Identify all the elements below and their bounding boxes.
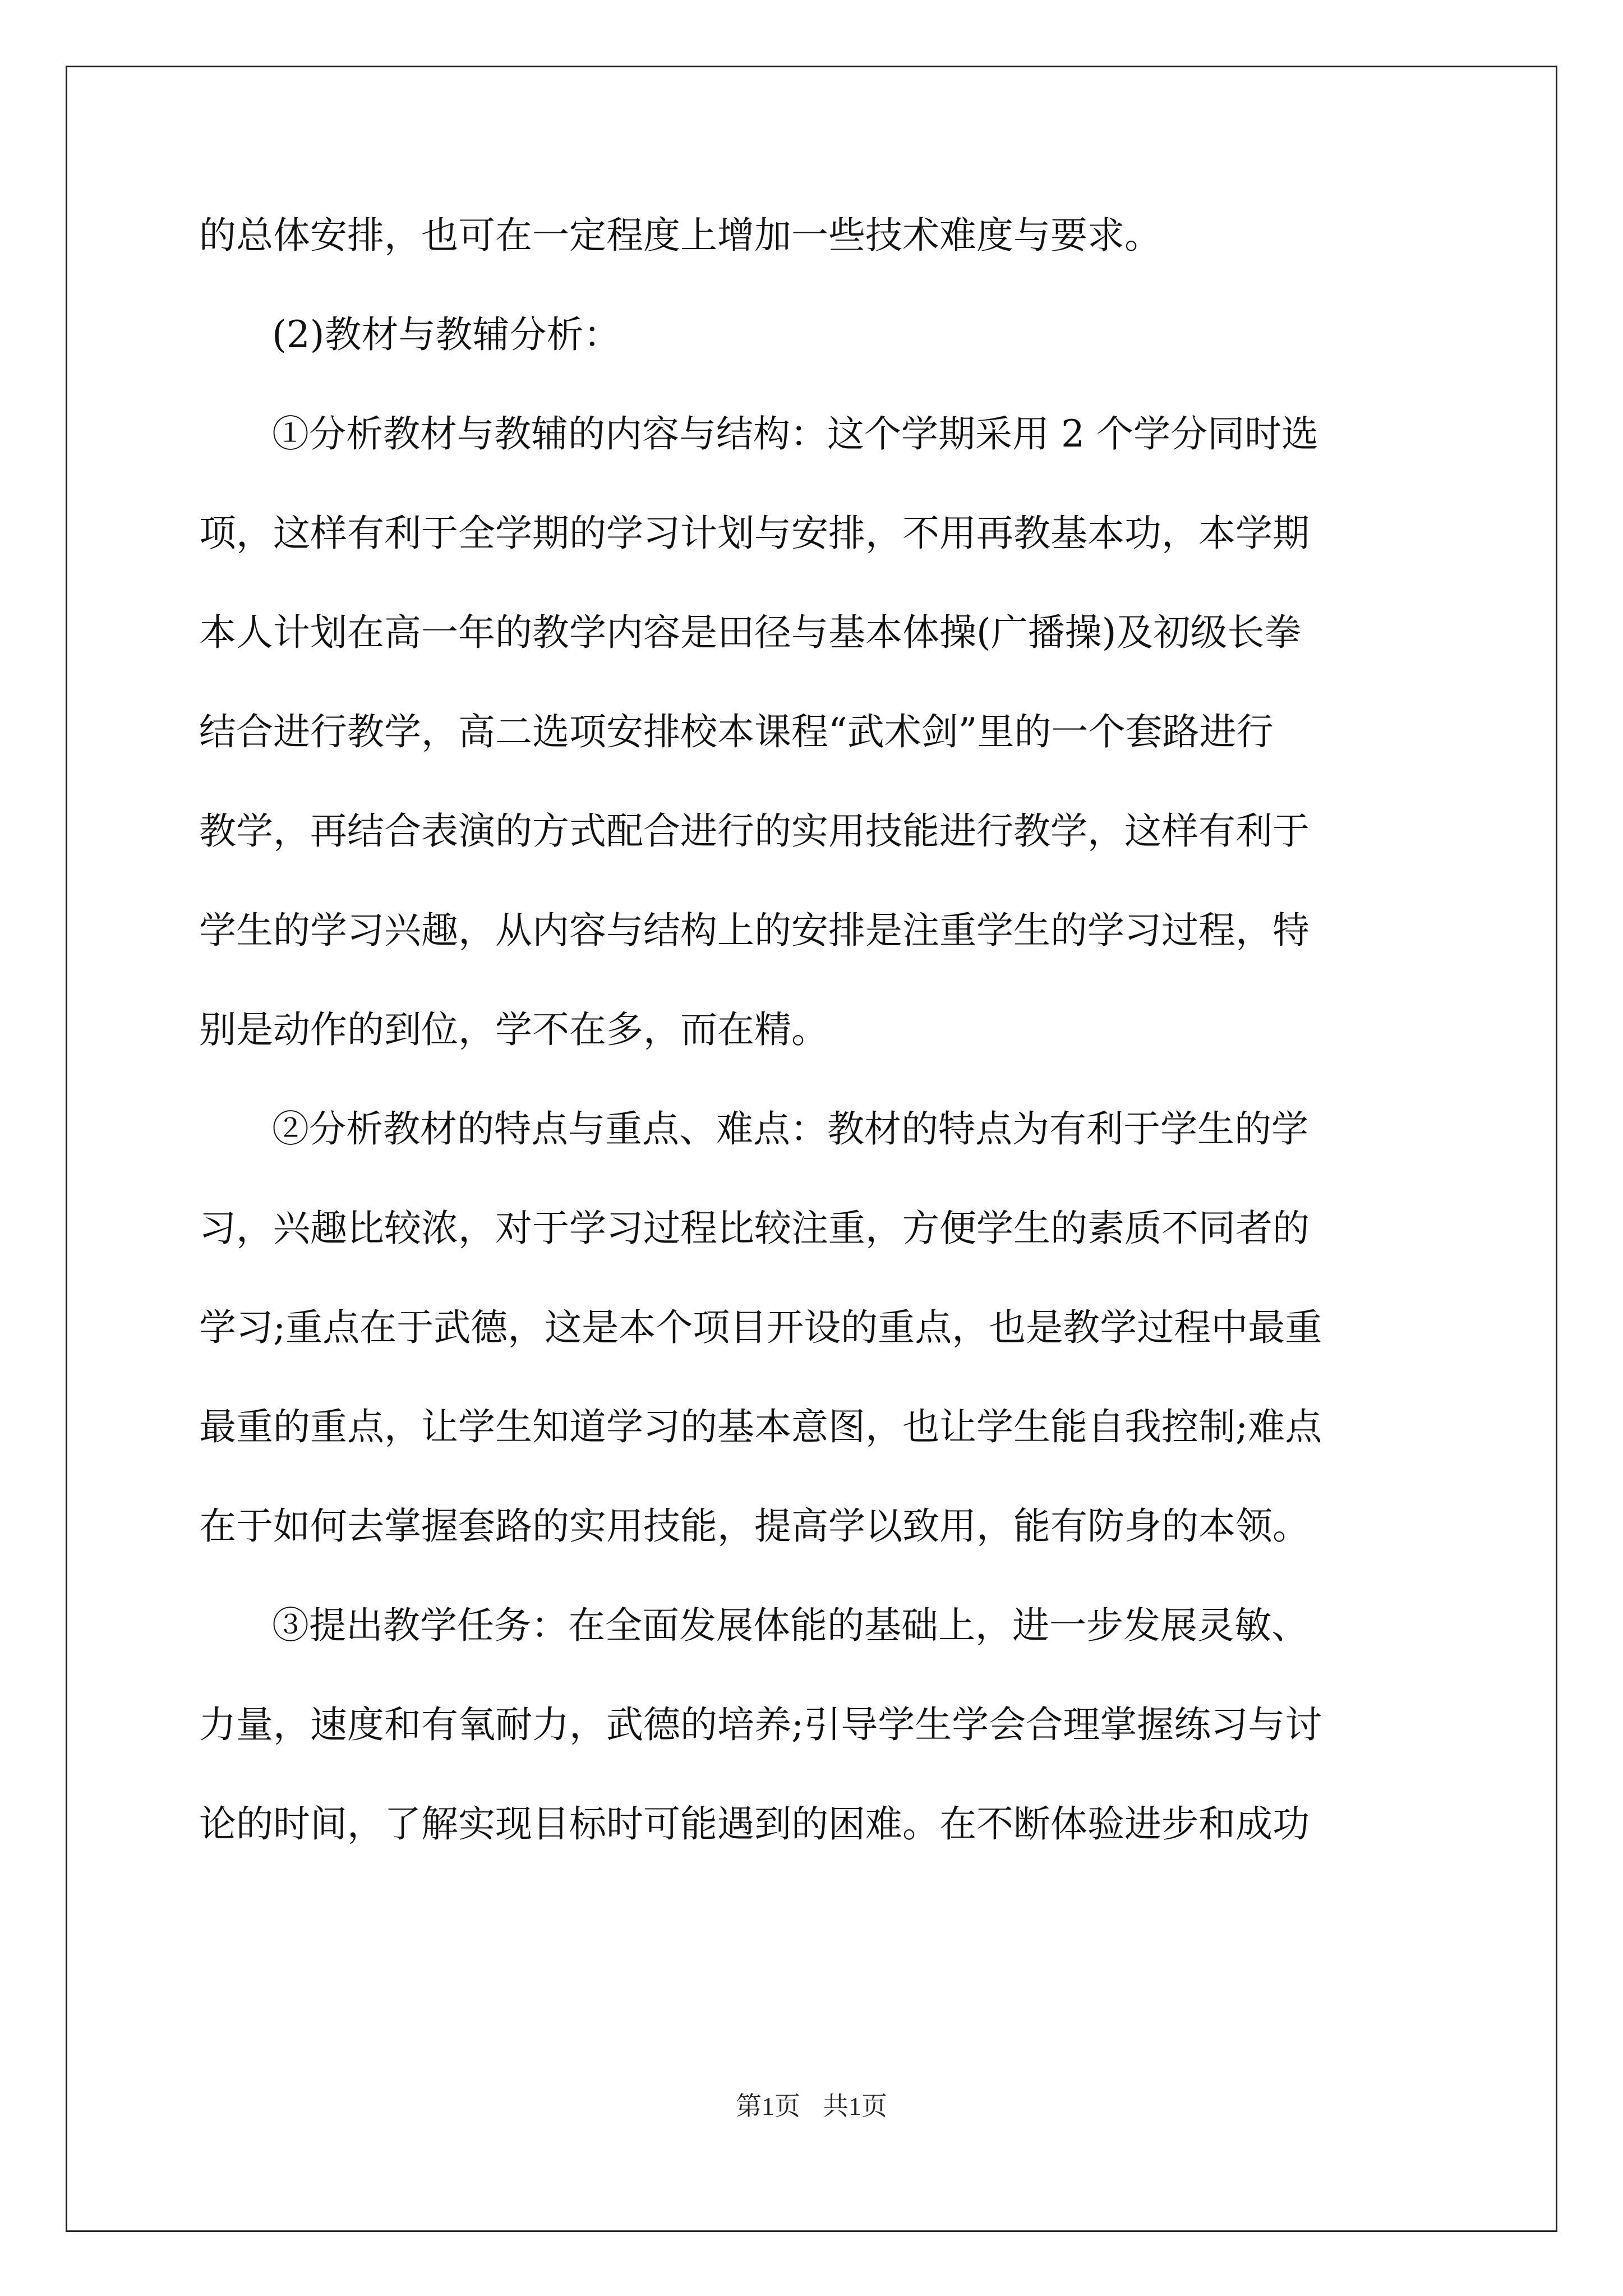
text-line: 学生的学习兴趣，从内容与结构上的安排是注重学生的学习过程，特	[199, 909, 1310, 952]
text-line: ①分析教材与教辅的内容与结构：这个学期采用 2 个学分同时选	[272, 412, 1318, 455]
text-line: ③提出教学任务：在全面发展体能的基础上，进一步发展灵敏、	[272, 1604, 1308, 1647]
text-line: 的总体安排，也可在一定程度上增加一些技术难度与要求。	[199, 214, 1161, 257]
page-footer	[0, 2086, 1623, 2123]
section-heading: (2)教材与教辅分析：	[272, 313, 621, 356]
text-line: 力量，速度和有氧耐力，武德的培养;引导学生学会合理掌握练习与讨	[199, 1703, 1322, 1746]
text-line: ②分析教材的特点与重点、难点：教材的特点为有利于学生的学	[272, 1107, 1308, 1151]
document-body	[199, 208, 1422, 1895]
text-line: 别是动作的到位，学不在多，而在精。	[199, 1008, 828, 1051]
text-line: 结合进行教学，高二选项安排校本课程“武术剑”里的一个套路进行	[199, 710, 1274, 753]
text-line: 本人计划在高一年的教学内容是田径与基本体操(广播操)及初级长拳	[199, 611, 1302, 654]
page-number: 第1页	[736, 2092, 800, 2120]
text-line: 项，这样有利于全学期的学习计划与安排，不用再教基本功，本学期	[199, 512, 1310, 555]
page-total: 共1页	[823, 2092, 887, 2120]
text-line: 学习;重点在于武德，这是本个项目开设的重点，也是教学过程中最重	[199, 1306, 1322, 1349]
text-line: 习，兴趣比较浓，对于学习过程比较注重，方便学生的素质不同者的	[199, 1207, 1310, 1250]
text-line: 最重的重点，让学生知道学习的基本意图，也让学生能自我控制;难点	[199, 1405, 1322, 1448]
text-line: 教学，再结合表演的方式配合进行的实用技能进行教学，这样有利于	[199, 809, 1310, 853]
text-line: 在于如何去掌握套路的实用技能，提高学以致用，能有防身的本领。	[199, 1504, 1310, 1548]
text-line: 论的时间，了解实现目标时可能遇到的困难。在不断体验进步和成功	[199, 1802, 1310, 1846]
